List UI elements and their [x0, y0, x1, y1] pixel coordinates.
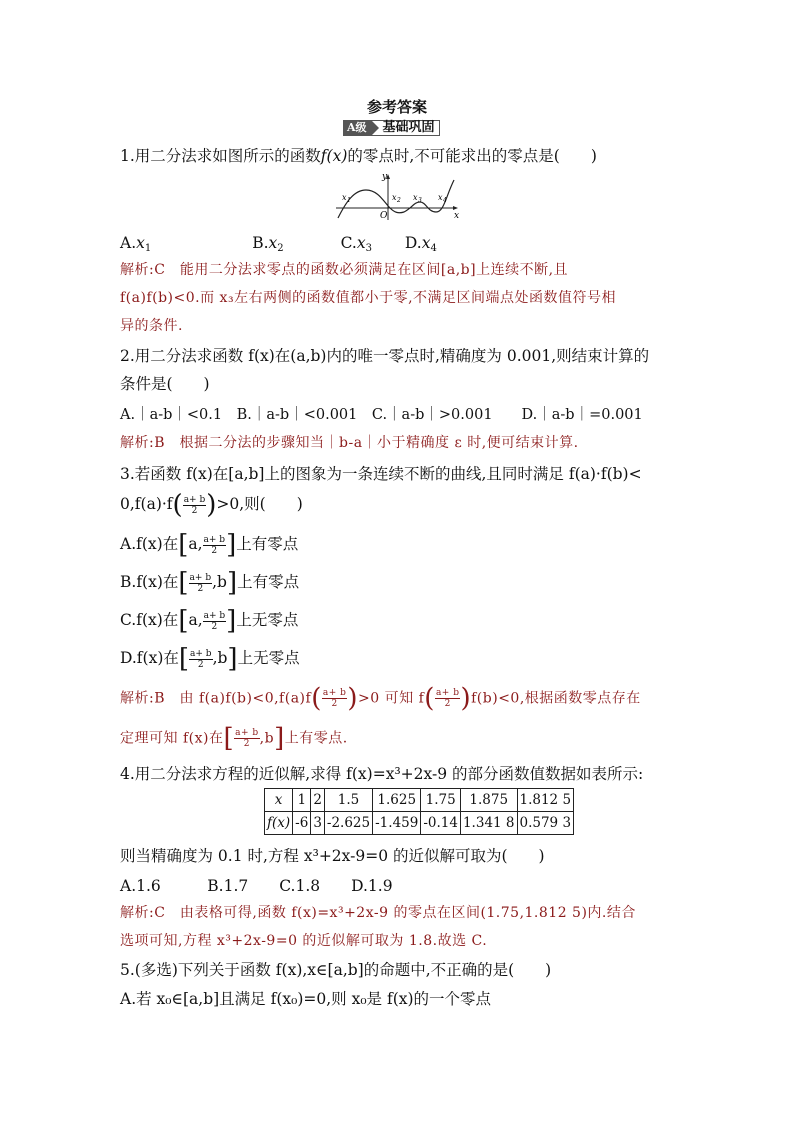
level-text: 基础巩固: [371, 120, 440, 136]
q3-option-c: C.f(x)在[a, $\frac{a+ b}{2}$ ]上无零点: [120, 606, 299, 636]
q4-stem2: 则当精确度为 0.1 时,方程 x³+2x-9=0 的近似解可取为( ): [120, 847, 545, 865]
q3-stem-line1: 3.若函数 f(x)在[a,b]上的图象为一条连续不断的曲线,且同时满足 f(a)·f(b)<: [120, 465, 642, 483]
svg-text:x: x: [392, 193, 397, 202]
q4-options: A.1.6 B.1.7 C.1.8 D.1.9: [120, 877, 393, 895]
q3-option-b: B.f(x)在[ $\frac{a+ b}{2}$ ,b]上有零点: [120, 568, 300, 598]
q5-stem: 5.(多选)下列关于函数 f(x),x∈[a,b]的命题中,不正确的是( ): [120, 961, 552, 979]
q2-options: A.｜a-b｜<0.1 B.｜a-b｜<0.001 C.｜a-b｜>0.001 D.｜a-b｜=0.001: [120, 407, 643, 423]
svg-text:3: 3: [418, 197, 422, 204]
q2-stem-line2: 条件是( ): [120, 375, 210, 393]
q2-answer: 解析:B 根据二分法的步骤知当｜b-a｜小于精确度 ε 时,便可结束计算.: [120, 435, 579, 451]
svg-text:x: x: [342, 193, 347, 202]
q1-answer-line3: 异的条件.: [120, 318, 183, 334]
svg-text:4: 4: [443, 197, 447, 204]
q4-data-table: [264, 788, 574, 835]
q1-answer-line2: f(a)f(b)<0.而 x₃左右两侧的函数值都小于零,不满足区间端点处函数值符号相: [120, 290, 617, 306]
q5-option-a: A.若 x₀∈[a,b]且满足 f(x₀)=0,则 x₀是 f(x)的一个零点: [120, 990, 492, 1008]
q4-answer-line2: 选项可知,方程 x³+2x-9=0 的近似解可取为 1.8.故选 C.: [120, 933, 488, 949]
table-row: f(x) -6 3 -2.625 -1.459 -0.14 1.341 8 0.579 3: [265, 812, 574, 835]
q4-stem: 4.用二分法求方程的近似解,求得 f(x)=x³+2x-9 的部分函数值数据如表所示:: [120, 765, 644, 783]
level-tag: A级: [343, 120, 371, 136]
level-badge: [343, 120, 440, 136]
fraction: $\frac{a+ b}{2}$: [183, 494, 206, 516]
q1-function-graph: [332, 172, 462, 222]
q3-answer-line2: 定理可知 f(x)在[ $\frac{a+ b}{2}$ ,b]上有零点.: [120, 723, 348, 754]
svg-text:O: O: [380, 211, 388, 221]
q1-options: $A.x_1$ $B.x_2$ $C.x_3$ $D.x_4$: [120, 234, 437, 254]
q4-answer-line1: 解析:C 由表格可得,函数 f(x)=x³+2x-9 的零点在区间(1.75,1.812 5)内.结合: [120, 905, 636, 921]
svg-text:1: 1: [347, 197, 351, 204]
svg-text:x: x: [413, 193, 418, 202]
svg-text:y: y: [382, 172, 388, 182]
page-title: 参考答案: [366, 98, 427, 116]
svg-text:2: 2: [397, 197, 401, 204]
table-row: x 1 2 1.5 1.625 1.75 1.875 1.812 5: [265, 789, 574, 812]
svg-text:x: x: [454, 211, 460, 221]
q3-stem-line2: 0,f(a)·f( $\frac{a+ b}{2}$ )>0,则( ): [120, 490, 303, 520]
q2-stem-line1: 2.用二分法求函数 f(x)在(a,b)内的唯一零点时,精确度为 0.001,则结束计算的: [120, 347, 650, 365]
q1-stem: 1.用二分法求如图所示的函数f(x)的零点时,不可能求出的零点是( ): [120, 147, 597, 165]
q3-answer-line1: 解析:B 由 f(a)f(b)<0,f(a)f( $\frac{a+ b}{2}$ )>0 可知 f( $\frac{a+ b}{2}$ )f(b)<0,根据函数零点存在: [120, 683, 641, 714]
q3-option-d: D.f(x)在[ $\frac{a+ b}{2}$ ,b]上无零点: [120, 644, 300, 674]
svg-text:x: x: [438, 193, 443, 202]
q3-option-a: A.f(x)在[a, $\frac{a+ b}{2}$ ]上有零点: [120, 530, 299, 560]
q1-answer-line1: 解析:C 能用二分法求零点的函数必须满足在区间[a,b]上连续不断,且: [120, 262, 569, 278]
